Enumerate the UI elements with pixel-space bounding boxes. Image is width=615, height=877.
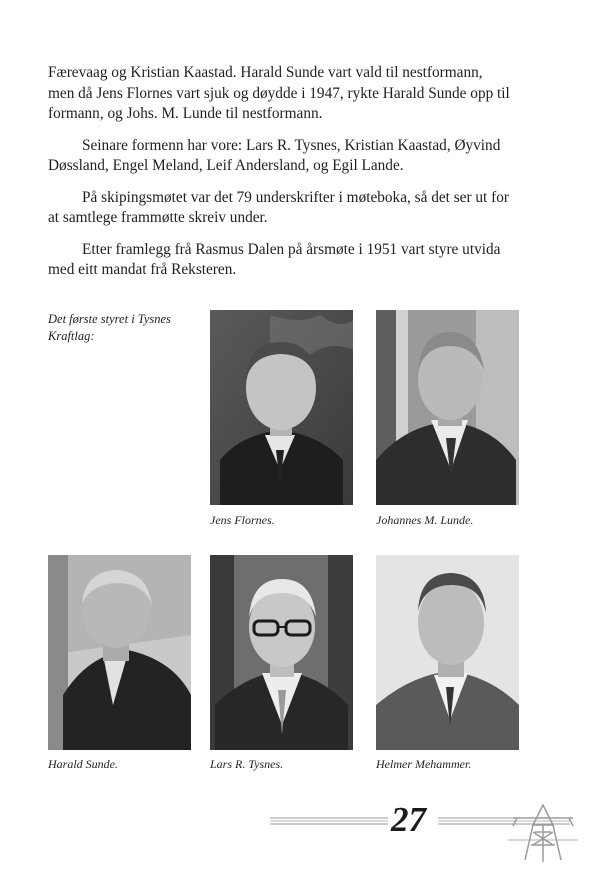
portrait-photo-jens-flornes	[210, 310, 353, 505]
photo-section-intro: Det første styret i Tysnes Kraftlag:	[48, 312, 171, 343]
paragraph-3: På skipingsmøtet var det 79 underskrifter i møteboka, så det ser ut for at samtlege frammøtte skreiv under.	[48, 188, 509, 226]
photo-caption-3: Harald Sunde.	[48, 757, 118, 771]
paragraph-1: Færevaag og Kristian Kaastad. Harald Sunde vart vald til nestformann, men då Jens Flornes vart sjuk og døydde i 1947, rykte Harald Sunde opp til formann, og Johs. M. Lunde til nestformann.	[48, 64, 510, 122]
body-text	[48, 63, 510, 292]
portrait-photo-johannes-m-lunde	[376, 310, 519, 505]
photo-caption-5: Helmer Mehammer.	[376, 757, 472, 771]
photo-caption-2: Johannes M. Lunde.	[376, 513, 474, 527]
portrait-photo-lars-r-tysnes	[210, 555, 353, 750]
photo-caption-4: Lars R. Tysnes.	[210, 757, 284, 771]
page-number: 27	[391, 800, 426, 839]
power-pylon-logo-icon	[503, 800, 583, 865]
paragraph-2: Seinare formenn har vore: Lars R. Tysnes, Kristian Kaastad, Øyvind Døssland, Engel Meland, Leif Andersland, og Egil Lande.	[48, 136, 501, 174]
portrait-photo-harald-sunde	[48, 555, 191, 750]
photo-caption-1: Jens Flornes.	[210, 513, 275, 527]
portrait-photo-helmer-mehammer	[376, 555, 519, 750]
paragraph-4: Etter framlegg frå Rasmus Dalen på årsmøte i 1951 vart styre utvida med eitt mandat frå Reksteren.	[48, 240, 501, 278]
